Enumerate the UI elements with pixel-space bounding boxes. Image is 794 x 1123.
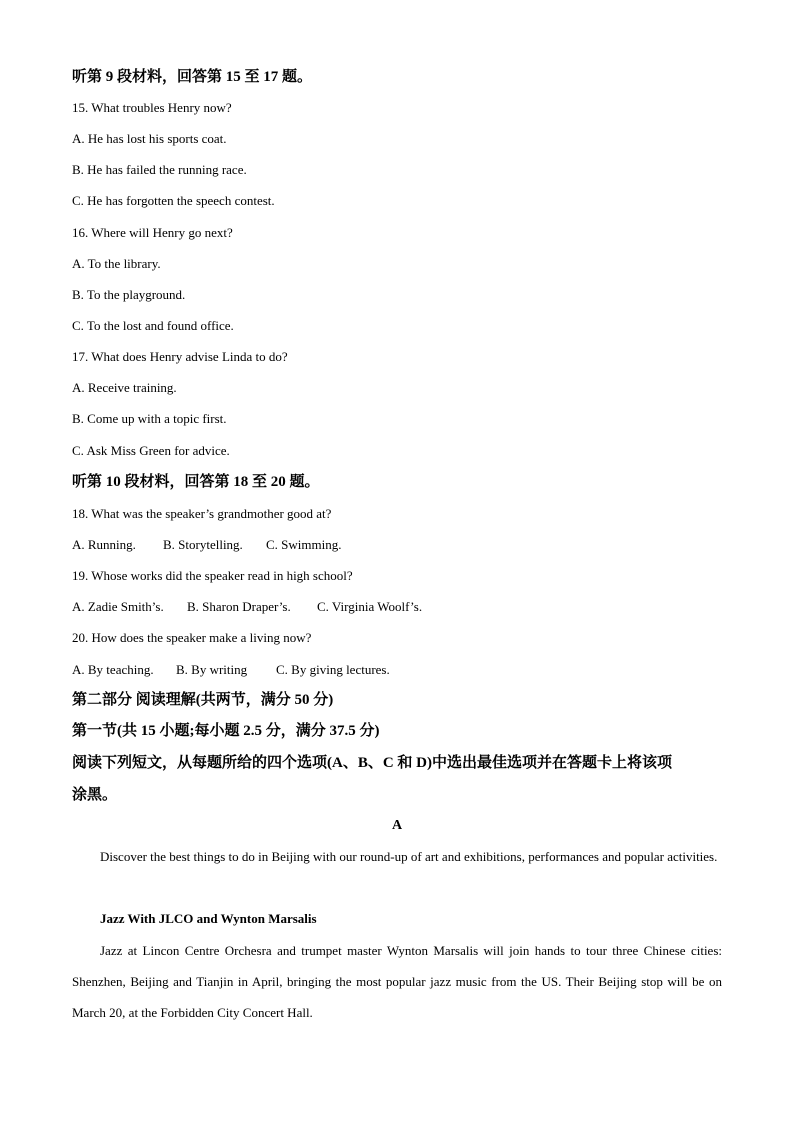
question-17: 17. What does Henry advise Linda to do? — [72, 349, 288, 364]
reading-instruction: 阅读下列短文，从每题所给的四个选项(A、B、C 和 D)中选出最佳选项并在答题卡上将该项 — [72, 755, 672, 771]
q18-options — [72, 537, 342, 553]
section-9-heading: 听第 9 段材料，回答第 15 至 17 题。 — [72, 69, 313, 85]
q19-option-a: A. Zadie Smith’s. — [72, 599, 164, 614]
q18-option-c: C. Swimming. — [266, 537, 342, 552]
question-19: 19. Whose works did the speaker read in high school? — [72, 568, 353, 583]
q18-option-a: A. Running. — [72, 537, 136, 552]
q15-option-a: A. He has lost his sports coat. — [72, 131, 227, 146]
q17-option-b: B. Come up with a topic first. — [72, 411, 227, 426]
question-20: 20. How does the speaker make a living now? — [72, 630, 312, 645]
passage-subheading: Jazz With JLCO and Wynton Marsalis — [100, 911, 317, 926]
q17-option-c: C. Ask Miss Green for advice. — [72, 443, 230, 458]
part-2-title: 第二部分 阅读理解(共两节，满分 50 分) — [72, 692, 334, 708]
q18-option-b: B. Storytelling. — [163, 537, 243, 552]
q20-option-b: B. By writing — [176, 662, 248, 677]
section-1-title: 第一节(共 15 小题;每小题 2.5 分，满分 37.5 分) — [72, 723, 380, 739]
question-15: 15. What troubles Henry now? — [72, 100, 232, 115]
reading-instruction-cont: 涂黑。 — [72, 787, 118, 803]
q20-options — [72, 662, 390, 678]
question-16: 16. Where will Henry go next? — [72, 225, 233, 240]
q15-option-b: B. He has failed the running race. — [72, 162, 247, 177]
q19-option-c: C. Virginia Woolf’s. — [317, 599, 423, 614]
q20-option-a: A. By teaching. — [72, 662, 154, 677]
passage-intro: Discover the best things to do in Beijing with our round-up of art and exhibitions, performances and popular activities. — [100, 849, 718, 864]
section-10-heading: 听第 10 段材料，回答第 18 至 20 题。 — [72, 474, 320, 490]
q19-options — [72, 599, 422, 615]
question-18: 18. What was the speaker’s grandmother good at? — [72, 506, 332, 521]
passage-letter: A — [391, 818, 403, 833]
q19-option-b: B. Sharon Draper’s. — [187, 599, 291, 614]
q16-option-a: A. To the library. — [72, 256, 161, 271]
q15-option-c: C. He has forgotten the speech contest. — [72, 193, 275, 208]
passage-paragraph: Jazz at Lincon Centre Orchesra and trumpet master Wynton Marsalis will join hands to tour three Chinese cities: Shenzhen, Beijing and Tianjin in April, bringing the most popular jazz music from the US. Their Beijing stop will be on March 20, at the Forbidden City Concert Hall. — [72, 943, 722, 1020]
q20-option-c: C. By giving lectures. — [276, 662, 390, 677]
q17-option-a: A. Receive training. — [72, 380, 177, 395]
q16-option-c: C. To the lost and found office. — [72, 318, 234, 333]
q16-option-b: B. To the playground. — [72, 287, 186, 302]
